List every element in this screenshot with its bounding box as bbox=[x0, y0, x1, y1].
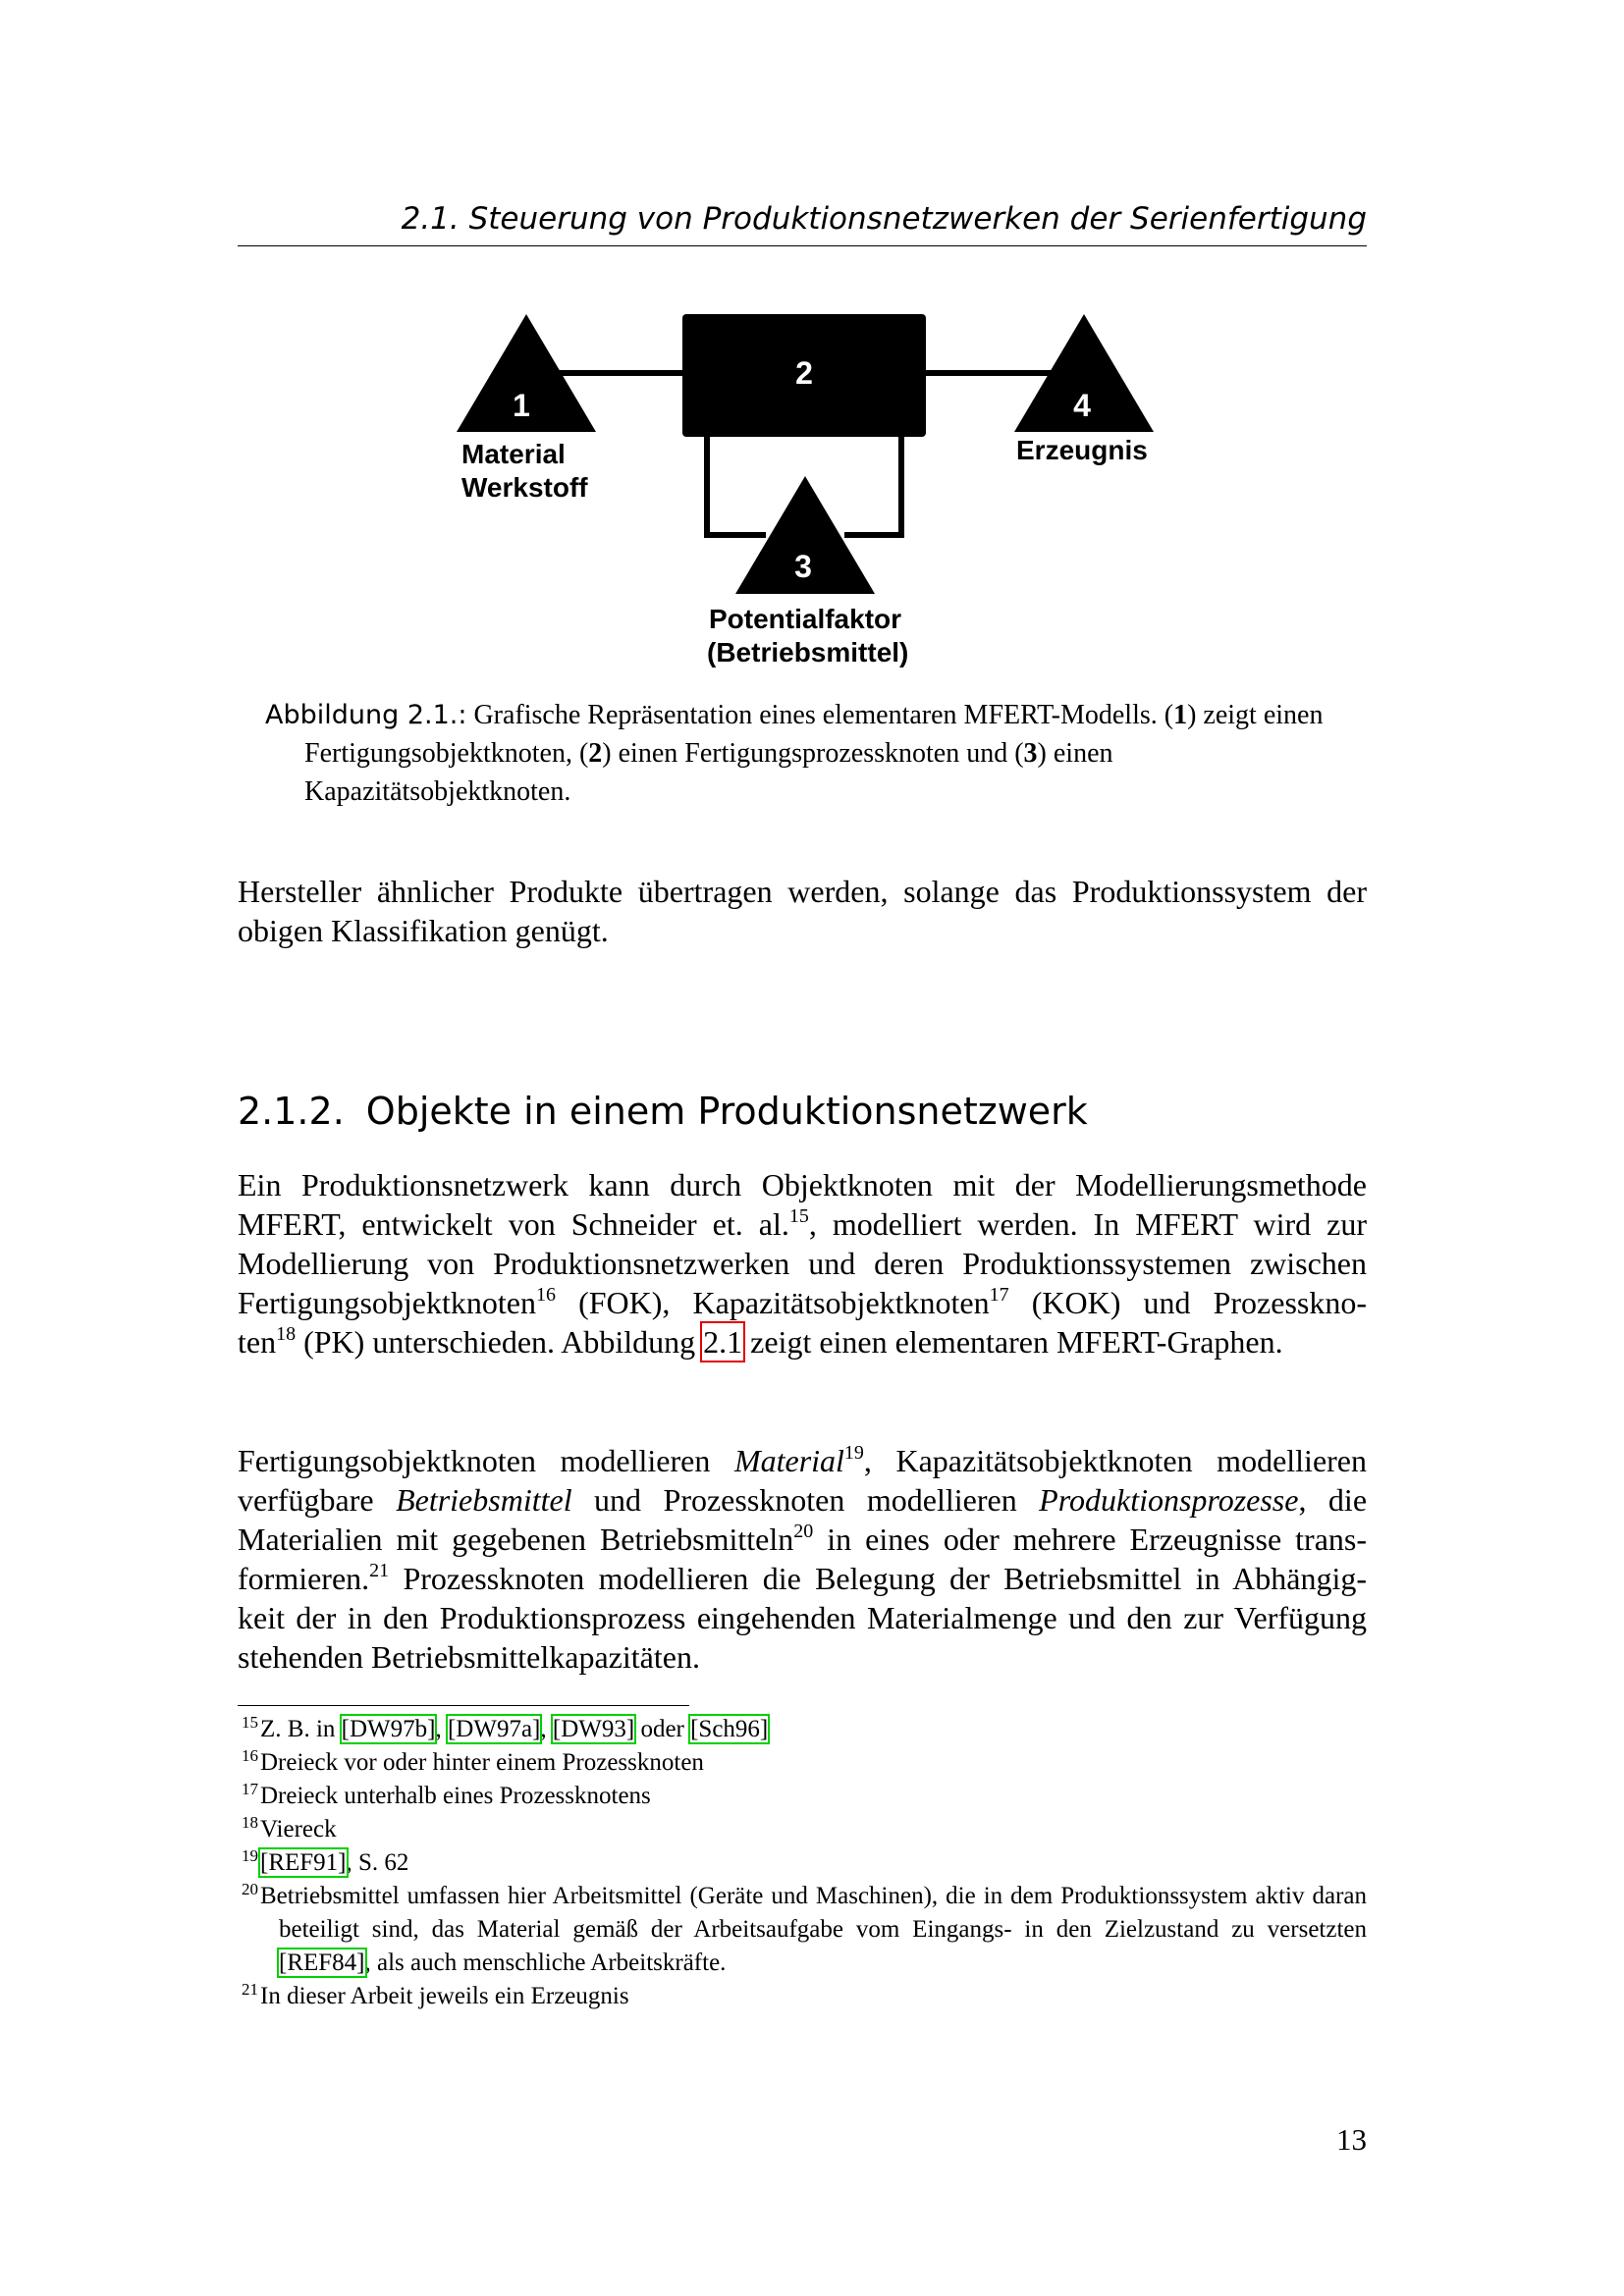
paragraph-1-line-1: Hersteller ähnlicher Produkte übertragen werden, solange das Produktionssystem der bbox=[238, 874, 1367, 909]
paragraph-3-line-6: stehenden Betriebsmittelkapazitäten. bbox=[238, 1639, 700, 1675]
paragraph-3-text: Prozessknoten modellieren die Belegung der Betriebsmittel in Abhängig- bbox=[389, 1561, 1367, 1596]
paragraph-3-line-5: keit der in den Produktionsprozess eingehenden Materialmenge und den zur Verfügung bbox=[238, 1600, 1367, 1635]
node-2-number: 2 bbox=[795, 355, 813, 391]
paragraph-2-line-4 bbox=[238, 1283, 1367, 1322]
footnote-ref-17[interactable]: 17 bbox=[989, 1284, 1009, 1306]
paragraph-3-text: , die bbox=[1298, 1482, 1368, 1518]
paragraph-2-text: zeigt einen elementaren MFERT-Graphen. bbox=[742, 1324, 1283, 1360]
footnote-mark: 21 bbox=[242, 1980, 258, 1999]
footnote-ref-15[interactable]: 15 bbox=[788, 1205, 809, 1227]
footnote-mark: 17 bbox=[242, 1780, 258, 1798]
caption-ref-1: 1 bbox=[1173, 700, 1188, 730]
paragraph-2-text: (KOK) und Prozesskno- bbox=[1008, 1285, 1368, 1320]
caption-ref-2: 2 bbox=[588, 738, 603, 769]
footnote-18 bbox=[238, 1813, 1367, 1846]
caption-text-1: Grafische Repräsentation eines elementaren MFERT-Modells. ( bbox=[466, 700, 1174, 730]
caption-text-4: ) einen Kapazitätsobjektknoten. bbox=[304, 738, 1113, 807]
edge-2-3 bbox=[707, 432, 766, 535]
paragraph-3-line-3 bbox=[238, 1520, 1367, 1559]
paragraph-3-text: formieren. bbox=[238, 1561, 370, 1596]
mfert-figure bbox=[432, 299, 1178, 682]
citation-ref91[interactable]: [REF91] bbox=[260, 1849, 347, 1876]
footnote-mark: 20 bbox=[242, 1880, 258, 1898]
paragraph-3-text: Fertigungsobjektknoten modellieren bbox=[238, 1443, 734, 1478]
caption-ref-3: 3 bbox=[1023, 738, 1038, 769]
paragraph-2-text: (PK) unterschieden. Abbildung bbox=[296, 1324, 704, 1360]
footnotes bbox=[238, 1713, 1367, 2013]
footnote-mark: 15 bbox=[242, 1713, 258, 1732]
figure-caption bbox=[265, 696, 1380, 811]
footnote-text: Dreieck unterhalb eines Prozessknotens bbox=[260, 1783, 651, 1809]
citation-dw93[interactable]: [DW93] bbox=[552, 1716, 635, 1742]
paragraph-1 bbox=[238, 872, 1367, 950]
paragraph-2-text: MFERT, entwickelt von Schneider et. al. bbox=[238, 1206, 789, 1242]
caption-label: Abbildung 2.1.: bbox=[265, 700, 467, 730]
footnote-ref-16[interactable]: 16 bbox=[535, 1284, 556, 1306]
paragraph-3-text: und Prozessknoten modellieren bbox=[571, 1482, 1040, 1518]
node-4-number: 4 bbox=[1073, 388, 1091, 423]
paragraph-2-text: ten bbox=[238, 1324, 277, 1360]
footnote-mark: 18 bbox=[242, 1813, 258, 1832]
footnote-divider bbox=[238, 1705, 689, 1706]
footnote-text: , S. 62 bbox=[346, 1849, 409, 1876]
paragraph-2-line-1: Ein Produktionsnetzwerk kann durch Objektknoten mit der Modellierungsmethode bbox=[238, 1167, 1367, 1202]
paragraph-3-text: Materialien mit gegebenen Betriebsmitteln bbox=[238, 1522, 794, 1557]
footnote-21 bbox=[238, 1980, 1367, 2013]
paragraph-3 bbox=[238, 1441, 1367, 1677]
section-title: Objekte in einem Produktionsnetzwerk bbox=[365, 1089, 1088, 1133]
paragraph-3-text: verfügbare bbox=[238, 1482, 397, 1518]
footnote-text: oder bbox=[634, 1716, 691, 1742]
footnote-text: , bbox=[540, 1716, 553, 1742]
footnote-ref-18[interactable]: 18 bbox=[276, 1323, 297, 1345]
footnote-ref-21[interactable]: 21 bbox=[369, 1560, 390, 1581]
citation-ref84[interactable]: [REF84] bbox=[279, 1949, 365, 1976]
footnote-15 bbox=[238, 1713, 1367, 1746]
running-header-text: 2.1. Steuerung von Produktionsnetzwerken der Serienfertigung bbox=[401, 201, 1367, 237]
footnote-20 bbox=[238, 1880, 1367, 1980]
paragraph-3-text: , Kapazitätsobjektknoten modellieren bbox=[863, 1443, 1368, 1478]
paragraph-2-text: (FOK), Kapazitätsobjektknoten bbox=[555, 1285, 990, 1320]
footnote-text: In dieser Arbeit jeweils ein Erzeugnis bbox=[260, 1983, 629, 2009]
footnote-text: Dreieck vor oder hinter einem Prozessknoten bbox=[260, 1749, 704, 1776]
node-1-label-line1: Material bbox=[461, 439, 566, 469]
paragraph-3-line-4 bbox=[238, 1559, 1367, 1598]
emphasis-produktionsprozesse: Produktionsprozesse bbox=[1039, 1482, 1299, 1518]
footnote-ref-20[interactable]: 20 bbox=[793, 1521, 814, 1542]
paragraph-2-line-3: Modellierung von Produktionsnetzwerken und deren Produktionssystemen zwischen bbox=[238, 1246, 1367, 1281]
section-number: 2.1.2. bbox=[238, 1089, 345, 1133]
node-4-label: Erzeugnis bbox=[1016, 435, 1148, 465]
node-1-label bbox=[461, 438, 588, 505]
caption-text-3: ) einen Fertigungsprozessknoten und ( bbox=[602, 738, 1024, 769]
footnote-16 bbox=[238, 1746, 1367, 1780]
footnote-text: , bbox=[435, 1716, 448, 1742]
paragraph-2-text: Fertigungsobjektknoten bbox=[238, 1285, 536, 1320]
citation-dw97a[interactable]: [DW97a] bbox=[447, 1716, 541, 1742]
edge-3-2 bbox=[844, 432, 901, 535]
node-3-label-line2: (Betriebsmittel) bbox=[707, 637, 909, 667]
footnote-text: , als auch menschliche Arbeitskräfte. bbox=[364, 1949, 727, 1976]
node-1-number: 1 bbox=[513, 388, 530, 423]
paragraph-3-text: in eines oder mehrere Erzeugnisse trans- bbox=[813, 1522, 1367, 1557]
paragraph-3-line-1 bbox=[238, 1441, 1367, 1480]
node-3-label bbox=[707, 603, 909, 669]
footnote-mark: 16 bbox=[242, 1746, 258, 1765]
citation-dw97b[interactable]: [DW97b] bbox=[341, 1716, 436, 1742]
footnote-text: Betriebsmittel umfassen hier Arbeitsmittel (Geräte und Maschinen), die in dem Produktionssystem aktiv daran beteiligt sind, das Material gemäß der Arbeitsaufgabe vom Eingangs- in den Zielzustand zu versetzten bbox=[260, 1883, 1367, 1943]
footnote-17 bbox=[238, 1780, 1367, 1813]
page-number: 13 bbox=[1336, 2122, 1367, 2157]
figure-ref-link[interactable]: 2.1 bbox=[703, 1324, 743, 1360]
paragraph-2-text: , modelliert werden. In MFERT wird zur bbox=[808, 1206, 1368, 1242]
caption-text-2: ) zeigt einen Fertigungsobjektknoten, ( bbox=[304, 700, 1324, 769]
node-3-label-line1: Potentialfaktor bbox=[708, 604, 902, 634]
footnote-mark: 19 bbox=[242, 1846, 258, 1865]
citation-sch96[interactable]: [Sch96] bbox=[690, 1716, 769, 1742]
paragraph-2 bbox=[238, 1165, 1367, 1362]
footnote-text: Z. B. in bbox=[260, 1716, 342, 1742]
paragraph-1-line-2: obigen Klassifikation genügt. bbox=[238, 913, 609, 948]
emphasis-betriebsmittel: Betriebsmittel bbox=[396, 1482, 572, 1518]
node-1-label-line2: Werkstoff bbox=[461, 472, 588, 503]
footnote-ref-19[interactable]: 19 bbox=[843, 1442, 864, 1464]
paragraph-2-line-5 bbox=[238, 1322, 1367, 1362]
footnote-text: Viereck bbox=[260, 1816, 337, 1842]
footnote-19 bbox=[238, 1846, 1367, 1880]
paragraph-2-line-2 bbox=[238, 1204, 1367, 1244]
emphasis-material: Material bbox=[733, 1443, 844, 1478]
node-3-number: 3 bbox=[794, 549, 812, 584]
running-header bbox=[238, 196, 1367, 246]
section-heading bbox=[238, 1087, 1088, 1136]
paragraph-3-line-2 bbox=[238, 1480, 1367, 1520]
